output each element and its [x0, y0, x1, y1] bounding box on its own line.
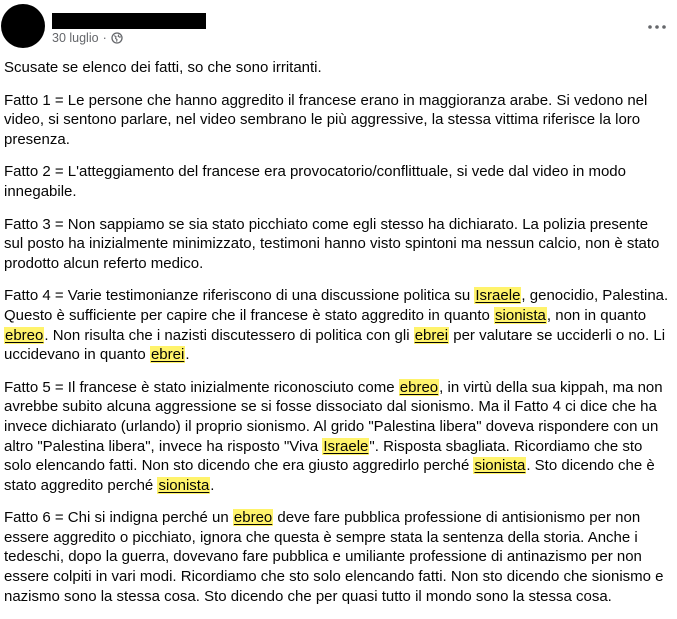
- post-paragraph: [4, 215, 670, 274]
- highlighted-keyword-link[interactable]: ebreo: [233, 509, 273, 527]
- avatar[interactable]: [1, 4, 45, 48]
- paragraph-text: .: [210, 476, 215, 494]
- paragraph-text: , genocidio, Palestina. Questo è sufficiente per capire che il francese è stato aggredito in quanto: [4, 287, 669, 324]
- post-body: [4, 58, 670, 619]
- highlighted-keyword-link[interactable]: ebrei: [150, 346, 185, 364]
- paragraph-text: . Sto dicendo che è stato aggredito perché: [4, 457, 655, 494]
- paragraph-text: Fatto 6 = Chi si indigna perché un: [4, 509, 233, 527]
- paragraph-text: per valutare se ucciderli o no. Li uccidevano in quanto: [4, 326, 666, 364]
- highlighted-keyword-link[interactable]: ebreo: [399, 378, 439, 396]
- paragraph-text: . Non risulta che i nazisti discutessero di politica con gli: [44, 326, 414, 344]
- paragraph-text: ". Risposta sbagliata. Ricordiamo che sto solo elencando fatti. Non sto dicendo che era giusto aggredirlo perché: [4, 437, 643, 475]
- author-name-redacted: [52, 13, 206, 29]
- highlighted-keyword-link[interactable]: ebreo: [5, 326, 44, 344]
- highlighted-keyword-link[interactable]: Israele: [475, 287, 521, 305]
- paragraph-text: Fatto 4 = Varie testimonianze riferiscono di una discussione politica su: [4, 287, 475, 305]
- paragraph-text: .: [185, 346, 190, 364]
- paragraph-text: , in virtù della sua kippah, ma non avrebbe subito alcuna aggressione se si fosse dissociato dal sionismo. Ma il Fatto 4 ci dice che ha invece dichiarato (urlando) il proprio sionismo. Al grido "Palestina libera" doveva rispondere con un altro "Palestina libera", invece ha risposto "Viva: [4, 378, 663, 455]
- highlighted-keyword-link[interactable]: sionista: [495, 306, 546, 324]
- meta-separator: ·: [102, 31, 107, 45]
- post-paragraph: [4, 378, 670, 496]
- ellipsis-icon: [647, 23, 667, 31]
- paragraph-text: Fatto 2 = L'atteggiamento del francese era provocatorio/conflittuale, si vede dal video in modo innegabile.: [4, 163, 626, 200]
- post-paragraph: [4, 286, 670, 364]
- paragraph-text: Fatto 1 = Le persone che hanno aggredito il francese erano in maggioranza arabe. Si vedono nel video, si sentono parlare, nel video sembrano le più aggressive, la stessa vittima riferisce la loro presenza.: [4, 91, 648, 148]
- paragraph-text: deve fare pubblica professione di antisionismo per non essere aggredito o picchiato, ignora che questa è sempre stata la sentenza della storia. Anche i tedeschi, dopo la guerra, dovevano fare pubblica e umiliante professione di antinazismo per non essere colpiti in vari modi. Ricordiamo che sto solo elencando fatti. Non sto dicendo che sionismo e nazismo sono la stessa cosa. Sto dicendo che per quasi tutto il mondo sono la stessa cosa.: [4, 509, 664, 605]
- highlighted-keyword-link[interactable]: sionista: [158, 476, 210, 494]
- post-date[interactable]: 30 luglio: [52, 31, 99, 45]
- paragraph-text: Scusate se elenco dei fatti, so che sono irritanti.: [4, 59, 322, 76]
- paragraph-text: Fatto 3 = Non sappiamo se sia stato picchiato come egli stesso ha dichiarato. La polizia presente sul posto ha inizialmente minimizzato, testimoni hanno visto spintoni ma nessun calcio, non è stato prodotto alcun referto medico.: [4, 215, 660, 272]
- paragraph-text: Fatto 5 = Il francese è stato inizialmente riconosciuto come: [4, 378, 399, 396]
- post-paragraph: [4, 162, 670, 201]
- highlighted-keyword-link[interactable]: Israele: [323, 437, 369, 455]
- highlighted-keyword-link[interactable]: sionista: [474, 457, 526, 475]
- post-meta: [52, 31, 123, 45]
- more-options-button[interactable]: [647, 18, 667, 26]
- post-paragraph: [4, 58, 670, 78]
- paragraph-text: , non in quanto: [546, 306, 647, 324]
- post-paragraph: [4, 91, 670, 150]
- highlighted-keyword-link[interactable]: ebrei: [414, 326, 449, 344]
- globe-icon[interactable]: [111, 32, 123, 44]
- post-paragraph: [4, 508, 670, 606]
